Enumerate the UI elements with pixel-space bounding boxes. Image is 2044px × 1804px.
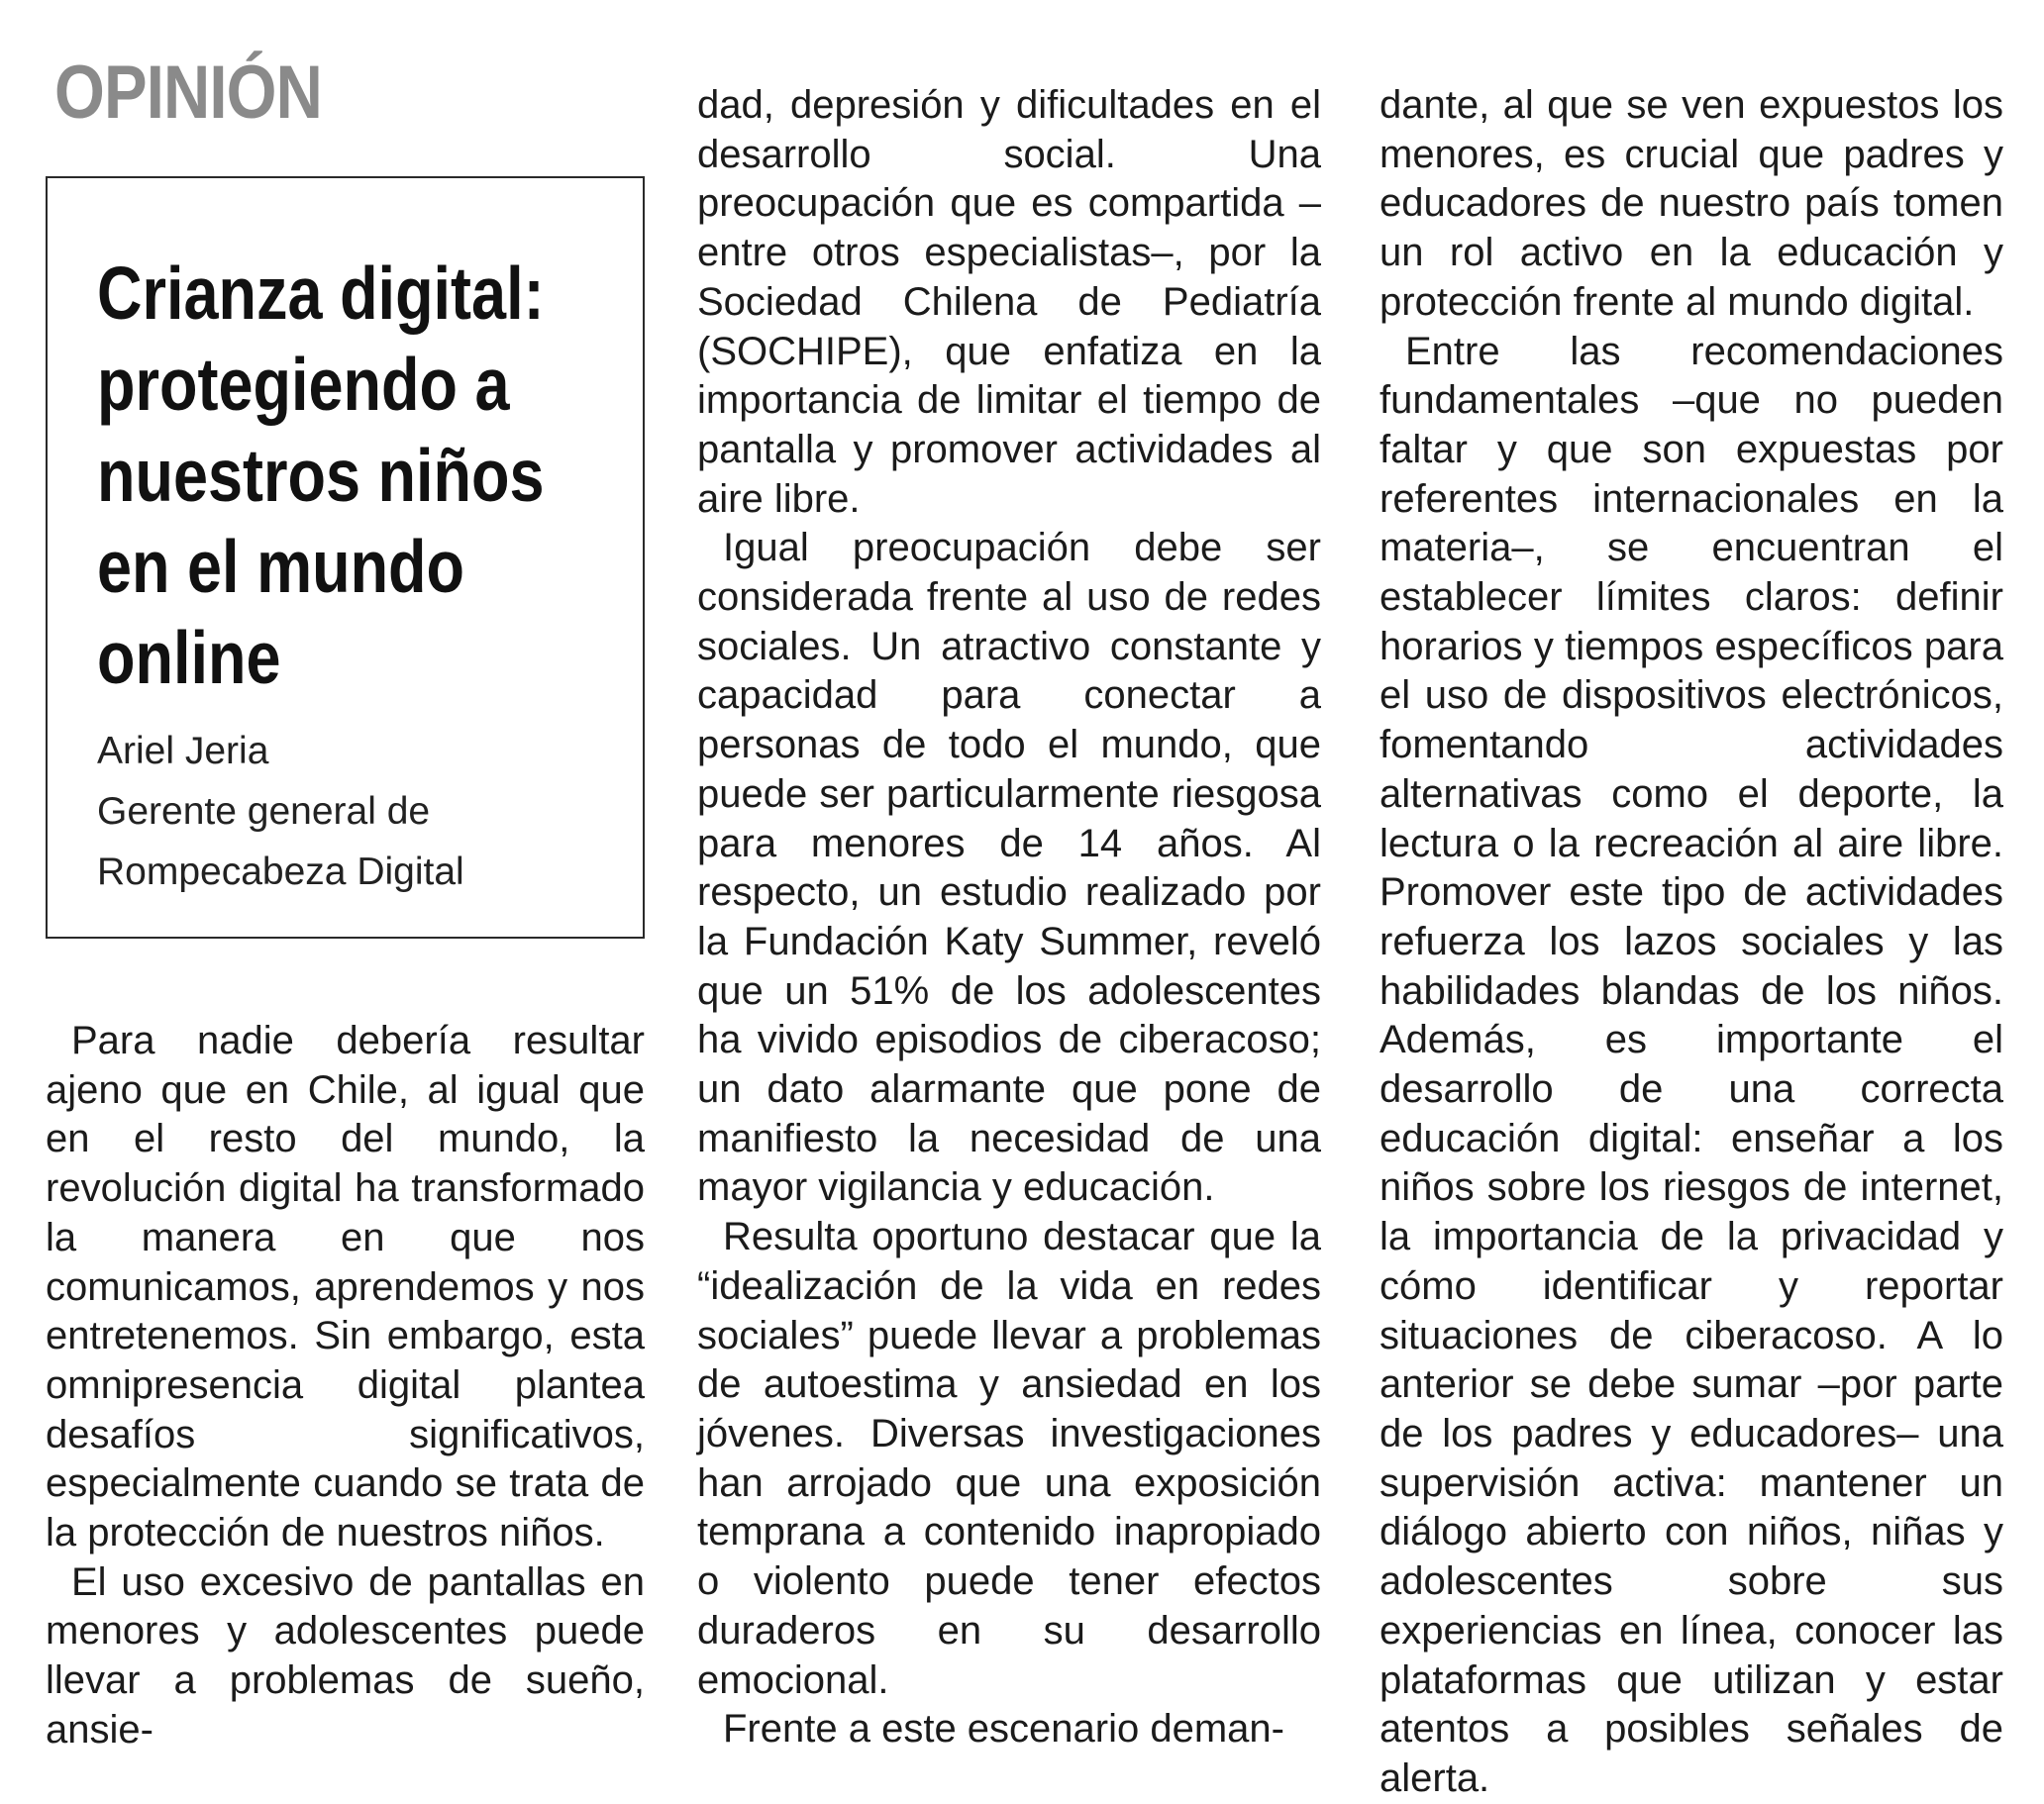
paragraph-3: Igual preocupación debe ser considerada frente al uso de redes sociales. Un atractivo constante y capacidad para conectar a personas de todo el mundo, que puede ser particularmente riesgosa para menores de 14 años. Al respecto, un estudio realizado por la Fundación Katy Summer, reveló que un 51% de los adolescentes ha vivido episodios de ciberacoso; un dato alarmante que pone de manifiesto la necesidad de una mayor vigilancia y educación. [697, 526, 1321, 1210]
author-role-line1: Gerente general de [97, 790, 431, 833]
paragraph-5-continued: dante, al que se ven expuestos los menores, es crucial que padres y educadores de nuestro país tomen un rol activo en la educación y protección frente al mundo digital. [1380, 83, 2003, 324]
paragraph-4: Resulta oportuno destacar que la “idealización de la vida en redes sociales” puede llevar a problemas de autoestima y ansiedad en los jóvenes. Diversas investigaciones han arrojado que una exposición temprana a contenido inapropiado o violento puede tener efectos duraderos en su desarrollo emocional. [697, 1215, 1321, 1702]
author-role-line2: Rompecabeza Digital [97, 851, 464, 893]
paragraph-5-start: Frente a este escenario deman- [723, 1707, 1284, 1752]
section-label: OPINIÓN [54, 50, 322, 135]
paragraph-6: Entre las recomendaciones fundamentales –que no pueden faltar y que son expuestas por referentes internacionales en la materia–, se encuentran el establecer límites claros: definir horarios y tiempos específicos para el uso de dispositivos electrónicos, fomentando actividades alternativas como el deporte, la lectura o la recreación al aire libre. Promover este tipo de actividades refuerza los lazos sociales y las habilidades blandas de los niños. Además, es importante el desarrollo de una correcta educación digital: enseñar a los niños sobre los riesgos de internet, la importancia de la privacidad y cómo identificar y reportar situaciones de ciberacoso. A lo anterior se debe sumar –por parte de los padres y educadores– una supervisión activa: mantener un diálogo abierto con niños, niñas y adolescentes sobre sus experiencias en línea, conocer las plataformas que utilizan y estar atentos a posibles señales de alerta. [1380, 329, 2003, 1800]
article-column-1 [46, 1017, 645, 1755]
paragraph-2-continued: dad, depresión y dificultades en el desarrollo social. Una preocupación que es compartida –entre otros especialistas–, por la Sociedad Chilena de Pediatría (SOCHIPE), que enfatiza en la importancia de limitar el tiempo de pantalla y promover actividades al aire libre. [697, 83, 1321, 521]
paragraph-1: Para nadie debería resultar ajeno que en Chile, al igual que en el resto del mundo, la revolución digital ha transformado la manera en que nos comunicamos, aprendemos y nos entretenemos. Sin embargo, esta omnipresencia digital plantea desafíos significativos, especialmente cuando se trata de la protección de nuestros niños. [46, 1019, 645, 1555]
headline-box [46, 176, 645, 939]
author-name: Ariel Jeria [97, 730, 269, 772]
article-column-2 [697, 81, 1321, 1754]
byline [97, 721, 612, 902]
paragraph-2-start: El uso excesivo de pantallas en menores y adolescentes puede llevar a problemas de sueño, ansie- [46, 1559, 645, 1752]
article-column-3 [1380, 81, 2003, 1804]
headline: Crianza digital: protegiendo a nuestros niños en el mundo online [97, 251, 545, 699]
